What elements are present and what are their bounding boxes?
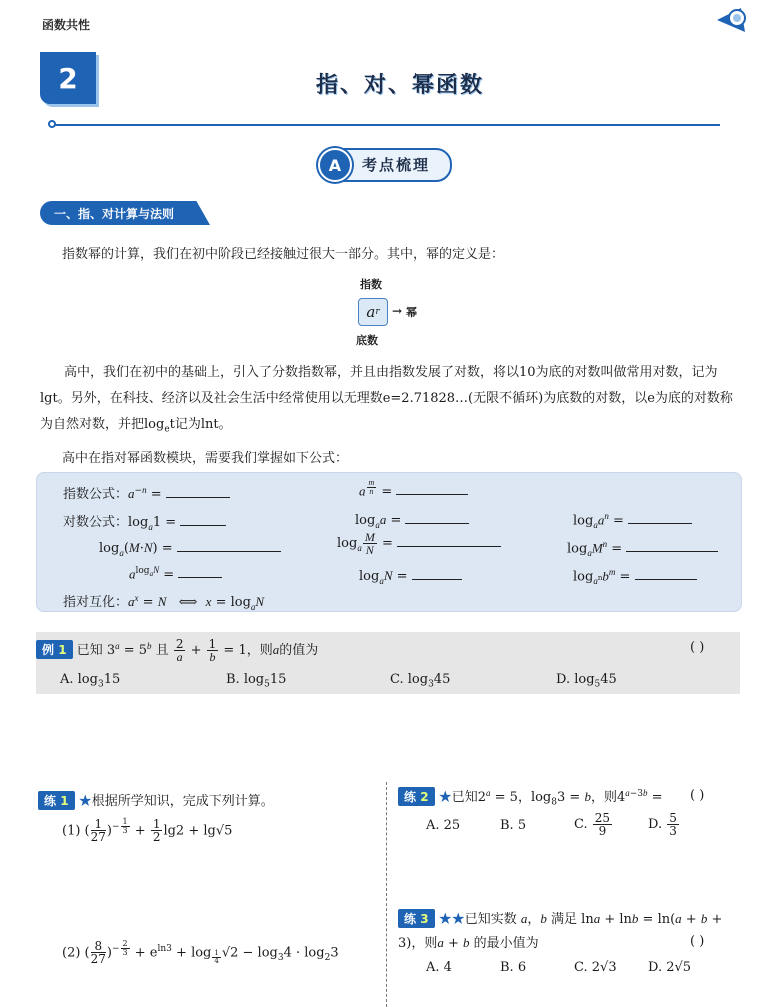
chapter-title: 指、对、幂函数 bbox=[315, 73, 484, 98]
example-1-option-d[interactable]: D. $\log_545$ bbox=[556, 672, 617, 690]
log-formula-3: $\log_aa^n$ = bbox=[573, 511, 692, 531]
practice-2-stem: 练 2 ★已知$2^a = 5$，$\log_83 = b$，则$4^{a-3b}$ = bbox=[398, 786, 663, 808]
section-badge-letter: A bbox=[318, 148, 352, 182]
subsection-heading-text: 一、指、对计算与法则 bbox=[54, 207, 175, 221]
log-product-formula: $\log_a(M\cdot N)$ = bbox=[99, 539, 281, 559]
practice-3-option-a[interactable]: A. 4 bbox=[426, 960, 452, 975]
practice-2-option-d[interactable]: D. $\frac{5}{3}$ bbox=[648, 811, 677, 838]
practice-3-option-b[interactable]: B. 6 bbox=[500, 960, 527, 975]
example-1-option-b[interactable]: B. $\log_515$ bbox=[226, 672, 287, 690]
example-tag: 例 1 bbox=[36, 640, 73, 659]
practice-1-tag: 练 1 bbox=[38, 791, 75, 810]
exp-formula-1: 指数公式：$a^{-n}$ = bbox=[63, 483, 230, 502]
section-badge bbox=[318, 148, 452, 182]
practice-3-option-c[interactable]: C. 2√3 bbox=[574, 960, 617, 975]
exponent-label: 指数 bbox=[360, 278, 382, 291]
title-rule bbox=[52, 124, 720, 126]
practice-2-option-a[interactable]: A. 25 bbox=[426, 818, 461, 833]
formula-box bbox=[36, 472, 742, 612]
base-label: 底数 bbox=[356, 334, 378, 347]
change-of-base-formula: $\log_aN$ = bbox=[359, 567, 462, 587]
log-formula-1: 对数公式：$\log_a1$ = bbox=[63, 511, 226, 533]
practice-2-answer-paren: ( ) bbox=[690, 788, 705, 803]
example-1 bbox=[36, 632, 740, 694]
practice-3-stem: 练 3 ★★已知实数 a，b 满足 lna + lnb = ln(a + b + bbox=[398, 908, 722, 928]
example-1-stem: 例 1 已知 $3^a = 5^b$ 且 $\frac{2}{a}$ + $\frac{1}{b}$ = 1，则a的值为 bbox=[36, 638, 318, 663]
running-header: 函数共性 bbox=[42, 18, 91, 32]
paragraph-1: 指数幂的计算，我们在初中阶段已经接触过很大一部分。其中，幂的定义是： bbox=[62, 247, 505, 262]
practice-1-stem: 练 1 ★根据所学知识，完成下列计算。 bbox=[38, 790, 274, 810]
practice-2-option-c[interactable]: C. $\frac{25}{9}$ bbox=[574, 811, 611, 838]
exp-log-identity: $a^{log_aN}$ = bbox=[129, 565, 222, 582]
corner-emblem-icon bbox=[715, 6, 749, 36]
practice-3-option-d[interactable]: D. 2√5 bbox=[648, 960, 692, 975]
chapter-number: 2 bbox=[40, 52, 96, 104]
example-1-option-a[interactable]: A. $\log_315$ bbox=[60, 672, 121, 690]
exp-formula-2: a $^{\frac{m}{n}}$ = bbox=[359, 479, 468, 499]
title-rule-dot bbox=[48, 120, 56, 128]
power-box: a r bbox=[358, 298, 388, 326]
paragraph-3: 高中在指对幂函数模块，需要我们掌握如下公式： bbox=[62, 451, 349, 466]
practice-2-tag: 练 2 bbox=[398, 787, 435, 806]
log-power-formula: $\log_aM^n$ = bbox=[567, 539, 718, 559]
practice-1-q2: (2) ( $\frac{8}{27}$ )$^{- \frac{2}{3}}$ + $e^{ln3} + \log$ $_{\frac{1}{4}}$ $√2 - \log_34 \cdot \log_23$ bbox=[62, 939, 339, 967]
column-divider bbox=[386, 782, 387, 1007]
section-badge-text: 考点梳理 bbox=[362, 156, 431, 174]
practice-1-q1: (1) ( $\frac{1}{27}$ )$^{- \frac{1}{3}}$ + $\frac{1}{2}$ lg2 + lg√5 bbox=[62, 817, 233, 845]
log-base-power-formula: $\log_{a^n}b^m$ = bbox=[573, 567, 697, 587]
example-1-option-c[interactable]: C. $\log_345$ bbox=[390, 672, 451, 690]
power-label: 幂 bbox=[406, 306, 417, 319]
power-definition-diagram: 指数 a r → 幂 底数 bbox=[356, 278, 417, 347]
practice-3-tag: 练 3 bbox=[398, 909, 435, 928]
practice-3-stem-line2: 3)，则a + b 的最小值为 bbox=[398, 935, 539, 951]
practice-3-answer-paren: ( ) bbox=[690, 934, 705, 949]
paragraph-2: 高中，我们在初中的基础上，引入了分数指数幂，并且由指数发展了对数，将以10为底的对数叫做常用对数，记为lgt。另外，在科技、经济以及社会生活中经常使用以无理数e=2.71828…(无限不循环)为底数的对数，以e为底的对数称为自然对数，并把$\log_et$记为lnt。 bbox=[40, 365, 733, 435]
log-quotient-formula: $\log_a$ $\frac{M}{N}$ = bbox=[337, 531, 501, 556]
log-formula-2: $\log_aa$ = bbox=[355, 511, 469, 531]
exp-log-conversion: 指对互化：$a^x = N$ ⟺ $x = \log_aN$ bbox=[63, 592, 265, 612]
practice-2-option-b[interactable]: B. 5 bbox=[500, 818, 527, 833]
example-1-answer-paren: ( ) bbox=[690, 640, 705, 655]
subsection-heading bbox=[40, 201, 222, 227]
